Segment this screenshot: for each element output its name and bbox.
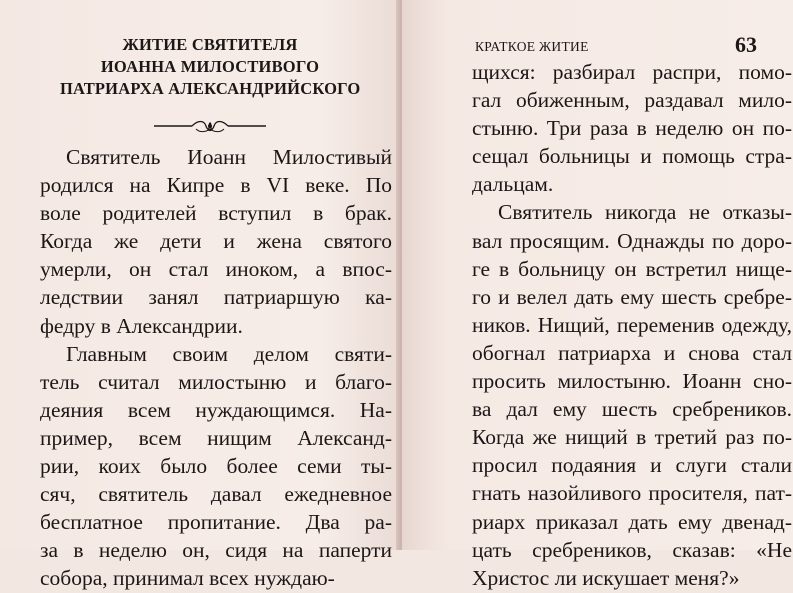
running-head: КРАТКОЕ ЖИТИЕ bbox=[475, 39, 589, 54]
text-line: риарх приказал дать ему двенад- bbox=[472, 509, 792, 534]
text-line: Когда же нищий в третий раз по- bbox=[472, 425, 792, 450]
page-number: 63 bbox=[735, 32, 757, 57]
text-line: дальцам. bbox=[472, 172, 554, 197]
text-line: умерли, он стал иноком, а впос- bbox=[40, 257, 392, 282]
text-line: Когда же дети и жена святого bbox=[40, 229, 392, 254]
right-page bbox=[402, 0, 793, 590]
text-line: пример, всем нищим Александ- bbox=[40, 425, 392, 450]
text-line: воле родителей вступил в брак. bbox=[40, 201, 392, 226]
paragraph bbox=[40, 340, 392, 593]
text-line: за в неделю он, сидя на паперти bbox=[40, 538, 392, 563]
text-line: сяч, святитель давал ежедневное bbox=[40, 482, 392, 507]
paragraph bbox=[472, 58, 792, 198]
text-line: го и велел дать ему шесть сребре- bbox=[472, 284, 792, 309]
left-body-text bbox=[40, 143, 392, 593]
text-line: Христос ли искушает меня?» bbox=[472, 565, 740, 590]
text-line: просить милостыню. Иоанн сно- bbox=[472, 369, 792, 394]
title-line: ПАТРИАРХА АЛЕКСАНДРИЙСКОГО bbox=[60, 79, 361, 98]
text-line: федру в Александрии. bbox=[40, 313, 243, 338]
title-line: ЖИТИЕ СВЯТИТЕЛЯ bbox=[122, 35, 298, 54]
text-line: ва дал ему шесть сребреников. bbox=[472, 397, 792, 422]
text-line: рии, коих было более семи ты- bbox=[40, 454, 392, 479]
text-line: Святитель никогда не отказы- bbox=[498, 200, 792, 225]
paragraph bbox=[472, 198, 792, 591]
text-line: ников. Нищий, переменив одежду, bbox=[472, 312, 792, 337]
text-line: родился на Кипре в VI веке. По bbox=[40, 173, 392, 198]
paragraph bbox=[40, 143, 392, 340]
text-line: щихся: разбирал распри, помо- bbox=[472, 60, 792, 84]
chapter-title bbox=[60, 34, 360, 100]
vignette-ornament-icon bbox=[152, 118, 268, 134]
text-line: Главным своим делом святи- bbox=[66, 341, 392, 366]
text-line: ге в больницу он встретил нище- bbox=[472, 256, 792, 281]
text-line: Святитель Иоанн Милостивый bbox=[66, 145, 392, 169]
text-line: сещал больницы и помощь стра- bbox=[472, 144, 792, 169]
text-line: гал обиженным, раздавал мило- bbox=[472, 88, 792, 113]
text-line: ледствии занял патриаршую ка- bbox=[40, 285, 392, 310]
text-line: тель считал милостыню и благо- bbox=[40, 369, 392, 394]
title-line: ИОАННА МИЛОСТИВОГО bbox=[100, 57, 320, 76]
text-line: просил подаяния и слуги стали bbox=[472, 453, 792, 478]
text-line: стыню. Три раза в неделю он по- bbox=[472, 116, 792, 141]
text-line: вал просящим. Однажды по доро- bbox=[472, 228, 792, 253]
text-line: бесплатное пропитание. Два ра- bbox=[40, 510, 392, 535]
text-line: собора, принимал всех нуждаю- bbox=[40, 566, 335, 591]
text-line: обогнал патриарха и снова стал bbox=[472, 340, 792, 365]
right-body-text bbox=[472, 58, 792, 592]
text-line: деяния всем нуждающимся. На- bbox=[40, 397, 392, 422]
text-line: цать сребреников, сказав: «Не bbox=[472, 537, 792, 562]
text-line: гнать назойливого просителя, пат- bbox=[472, 481, 792, 506]
